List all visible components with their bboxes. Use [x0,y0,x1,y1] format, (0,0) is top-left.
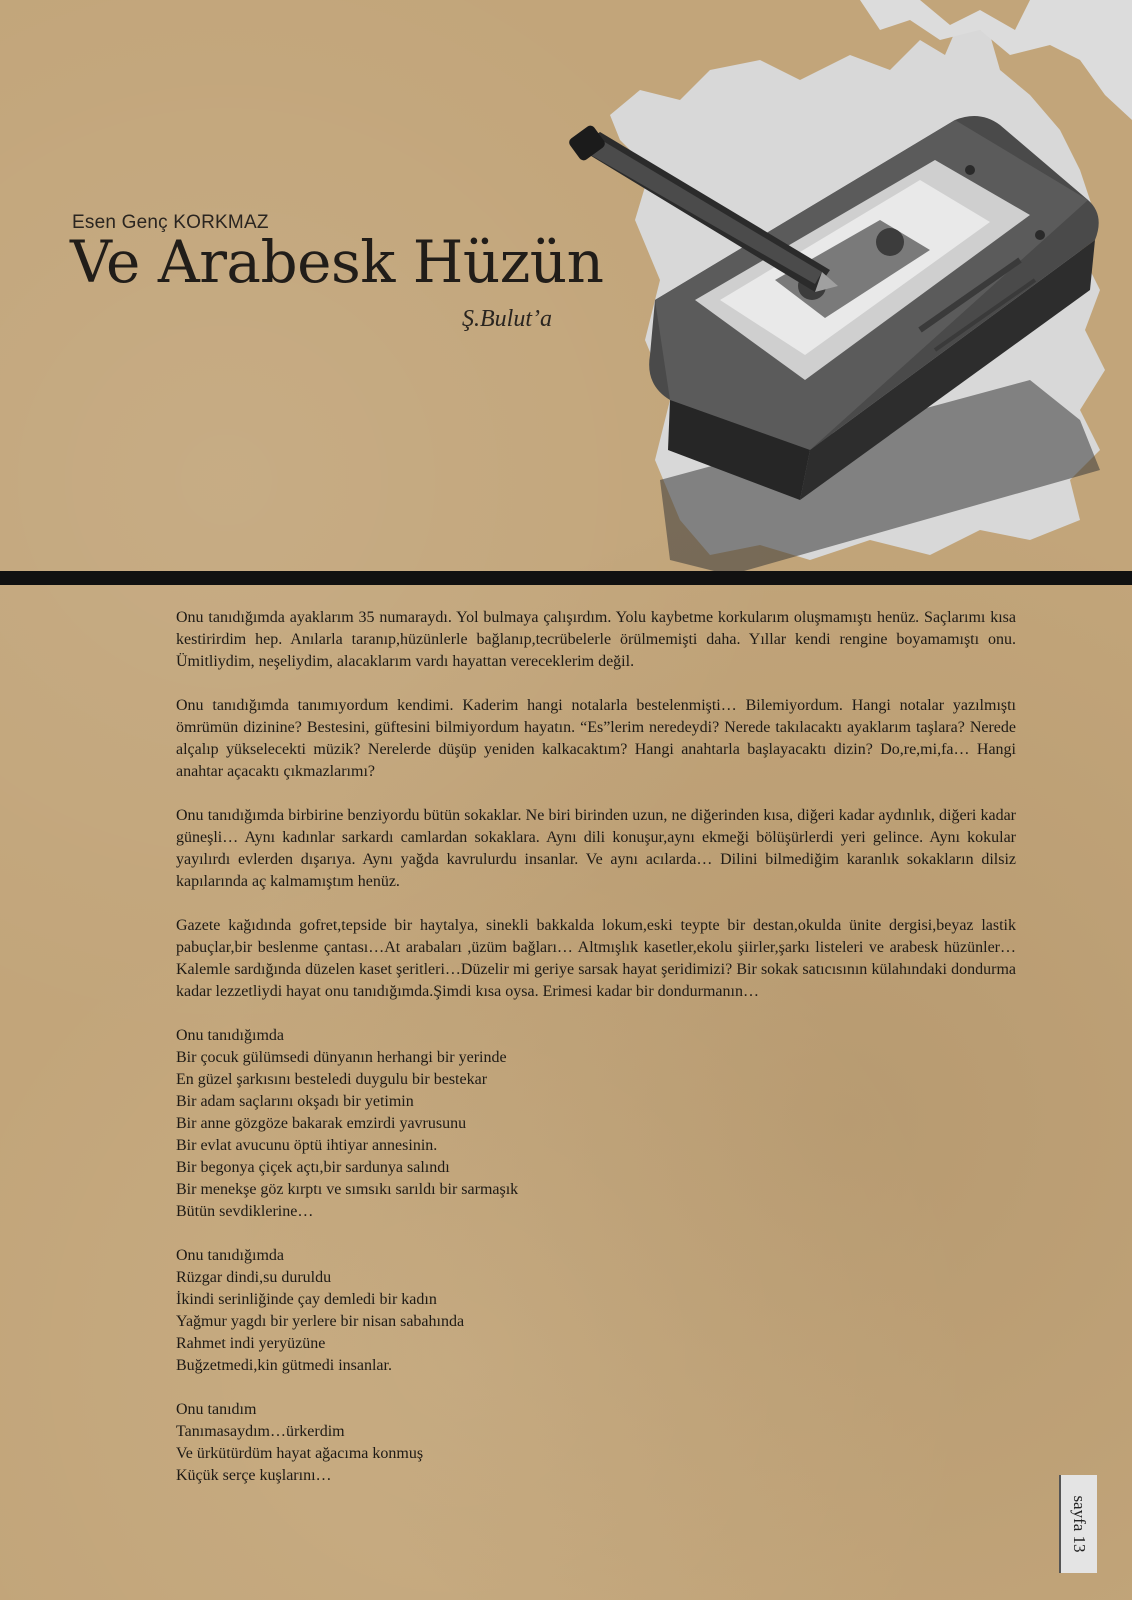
verse-line: Rahmet indi yeryüzüne [176,1335,326,1352]
verse-line: İkindi serinliğinde çay demledi bir kadın [176,1291,437,1308]
paragraph: Gazete kağıdında gofret,tepside bir haytalya, sinekli bakkalda lokum,eski teypte bir destan,okulda ünite dergisi,beyaz lastik pabuçlar,bir beslenme çantası…At arabaları ,üzüm bağları… Altmışlık kasetler,ekolu şiirler,şarkı listeleri ve arabesk hüzünler… Kalemle sardığında düzelen kaset şeritleri…Düzelir mi geriye sarsak hayat şeridimizi? Bir sokak satıcısının külahındaki dondurma kadar lezzetliydi hayat onu tanıdığımda.Şimdi kısa oysa. Erimesi kadar bir dondurmanın… [176,917,1016,1000]
verse-line: Rüzgar dindi,su duruldu [176,1269,332,1286]
verse-stanza [176,1025,1016,1223]
verse-line: Buğzetmedi,kin gütmedi insanlar. [176,1357,392,1374]
verse-line: Onu tanıdım [176,1401,257,1418]
verse-line: Küçük serçe kuşlarını… [176,1467,332,1484]
dedication: Ş.Bulut’a [462,306,552,332]
verse-line: Bir begonya çiçek açtı,bir sardunya salındı [176,1159,450,1176]
verse-line: Ve ürkütürdüm hayat ağacıma konmuş [176,1445,424,1462]
verse-line: Onu tanıdığımda [176,1027,284,1044]
verse-stanza [176,1245,1016,1377]
verse-line: Onu tanıdığımda [176,1247,284,1264]
paragraph: Onu tanıdığımda tanımıyordum kendimi. Kaderim hangi notalarla bestelenmişti… Bilemiyordum. Hangi notalar yazılmıştı ömrümün dizinine? Bestesini, güftesini bilmiyordum hayatın. “Es”lerim neredeydi? Nerede takılacaktı ayaklarım taşlara? Nerede alçalıp yükselecekti müzik? Nerelerde düşüp yeniden kalkacaktım? Hangi anahtarla başlayacaktı dizin? Do,re,mi,fa… Hangi anahtar açacaktı çıkmazlarımı? [176,697,1016,780]
cassette-and-pencil-illustration [560,0,1132,575]
verse-line: Bir anne gözgöze bakarak emzirdi yavrusunu [176,1115,467,1132]
verse-stanza [176,1399,1016,1487]
article-body [176,607,1016,1509]
verse-line: En güzel şarkısını besteledi duygulu bir bestekar [176,1071,488,1088]
verse-line: Bir adam saçlarını okşadı bir yetimin [176,1093,414,1110]
verse-line: Bir menekşe göz kırptı ve sımsıkı sarıldı bir sarmaşık [176,1181,519,1198]
author-name: Esen Genç KORKMAZ [72,212,269,233]
page-number: sayfa 13 [1070,1495,1089,1553]
paragraph: Onu tanıdığımda birbirine benziyordu bütün sokaklar. Ne biri birinden uzun, ne diğerinden kısa, diğeri kadar aydınlık, diğeri kadar güneşli… Aynı kadınlar sarkardı camlardan sokaklara. Aynı dili konuşur,aynı ekmeği bölüşürlerdi yeri gelince. Aynı kokular yayılırdı evlerden dışarıya. Aynı yağda kavrulurdu insanlar. Ve aynı acılarda… Dilini bilmediğim karanlık sokakların dilsiz kapılarında aç kalmamıştım henüz. [176,807,1016,890]
paragraph: Onu tanıdığımda ayaklarım 35 numaraydı. Yol bulmaya çalışırdım. Yolu kaybetme korkularım oluşmamıştı henüz. Saçlarımı kısa kestirirdim hep. Anılarla taranıp,hüzünlerle bağlanıp,tecrübelerle örülmemişti daha. Yıllar kendi rengine boyamamıştı onu. Ümitliydim, neşeliydim, alacaklarım vardı hayattan vereceklerim değil. [176,609,1016,670]
header-divider-band [0,571,1132,585]
article-title: Ve Arabesk Hüzün [70,228,604,296]
verse-line: Tanımasaydım…ürkerdim [176,1423,345,1440]
verse-line: Bütün sevdiklerine… [176,1203,314,1220]
verse-line: Bir çocuk gülümsedi dünyanın herhangi bir yerinde [176,1049,507,1066]
verse-line: Yağmur yagdı bir yerlere bir nisan sabahında [176,1313,465,1330]
page-number-tab [1059,1475,1097,1573]
verse-line: Bir evlat avucunu öptü ihtiyar annesinin. [176,1137,438,1154]
